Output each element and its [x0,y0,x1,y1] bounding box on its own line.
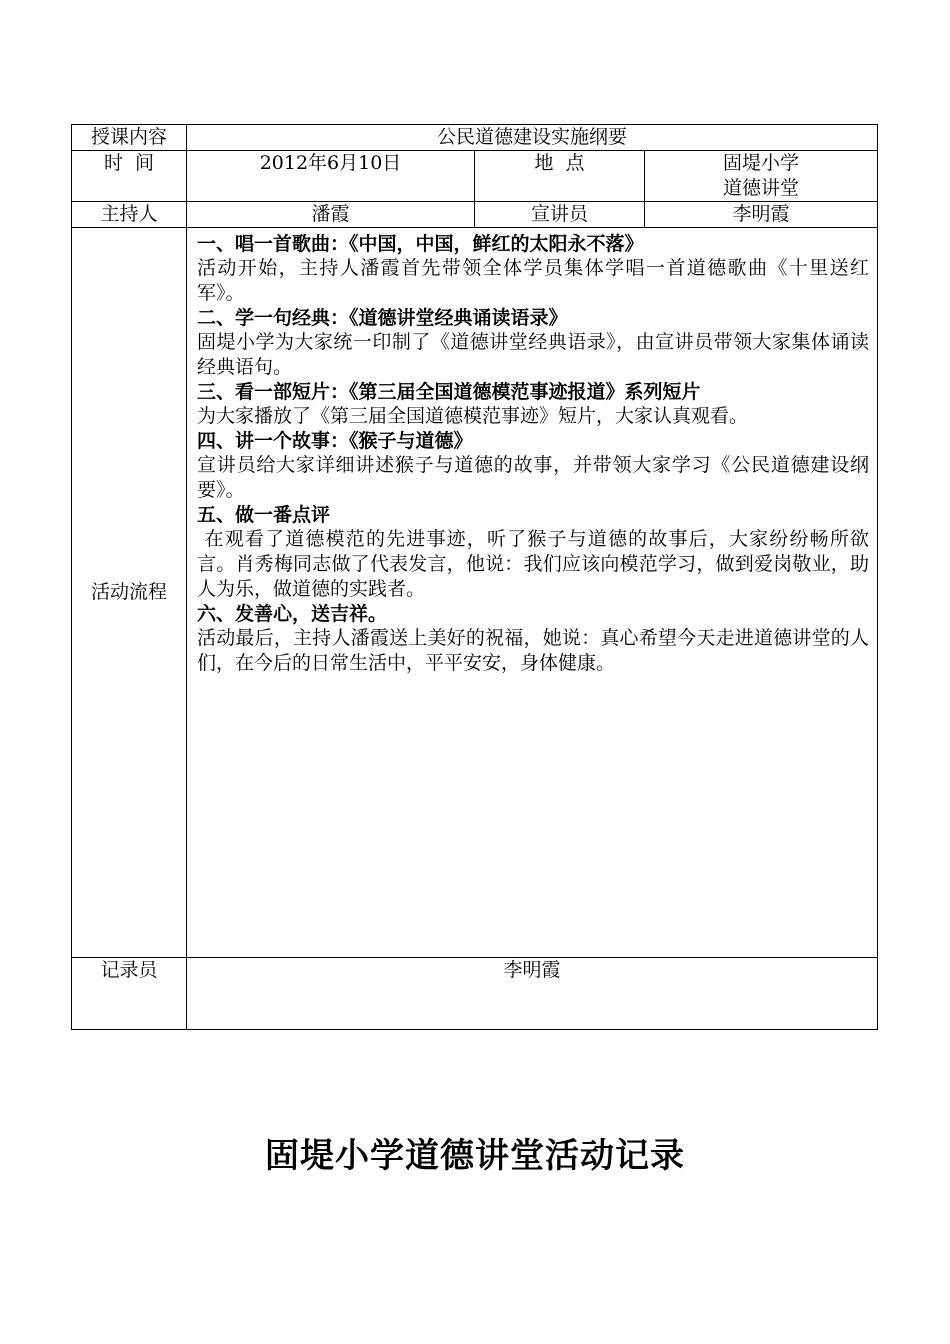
flow-heading: 一、唱一首歌曲：《中国，中国，鲜红的太阳永不落》 [197,233,644,255]
row-recorder [72,958,878,1030]
flow-content [187,228,878,958]
place-line-1: 固堤小学 [722,152,799,174]
flow-section [197,306,869,380]
flow-body: 固堤小学为大家统一印制了《道德讲堂经典语录》，由宣讲员带领大家集体诵读经典语句。 [197,331,869,378]
row-time-place [72,151,878,202]
row-course [72,125,878,151]
flow-heading: 三、看一部短片：《第三届全国道德模范事迹报道》系列短片 [197,381,701,403]
flow-body: 为大家播放了《第三届全国道德模范事迹》短片，大家认真观看。 [197,405,749,427]
flow-section [197,602,869,676]
recorder-label: 记录员 [72,958,187,1030]
flow-heading: 二、学一句经典：《道德讲堂经典诵读语录》 [197,307,568,329]
flow-body: 宣讲员给大家详细讲述猴子与道德的故事，并带领大家学习《公民道德建设纲要》。 [197,454,869,501]
flow-section [197,380,869,429]
flow-label: 活动流程 [72,228,187,958]
flow-body: 在观看了道德模范的先进事迹，听了猴子与道德的故事后，大家纷纷畅所欲言。肖秀梅同志做了代表发言，他说：我们应该向模范学习，做到爱岗敬业，助人为乐，做道德的实践者。 [197,528,869,600]
place-label: 地 点 [475,151,645,202]
flow-heading: 五、做一番点评 [197,504,331,526]
flow-body: 活动最后，主持人潘霞送上美好的祝福，她说：真心希望今天走进道德讲堂的人们，在今后的日常生活中，平平安安，身体健康。 [197,627,869,674]
course-value: 公民道德建设实施纲要 [187,125,878,151]
speaker-value: 李明霞 [645,202,878,228]
time-value: 2012年6月10日 [187,151,475,202]
host-label: 主持人 [72,202,187,228]
time-label: 时 间 [72,151,187,202]
flow-section [197,503,869,602]
place-value [645,151,878,202]
flow-section [197,232,869,306]
course-label: 授课内容 [72,125,187,151]
activity-record-table [71,124,878,1030]
host-value: 潘霞 [187,202,475,228]
flow-body: 活动开始，主持人潘霞首先带领全体学员集体学唱一首道德歌曲《十里送红军》。 [197,257,869,304]
flow-heading: 四、讲一个故事：《猴子与道德》 [197,430,473,452]
page-title: 固堤小学道德讲堂活动记录 [265,1136,685,1176]
speaker-label: 宣讲员 [475,202,645,228]
flow-heading: 六、发善心，送吉祥。 [197,603,388,625]
recorder-value: 李明霞 [187,958,878,1030]
row-host-speaker [72,202,878,228]
row-flow [72,228,878,958]
flow-section [197,429,869,503]
place-line-2: 道德讲堂 [722,177,799,199]
